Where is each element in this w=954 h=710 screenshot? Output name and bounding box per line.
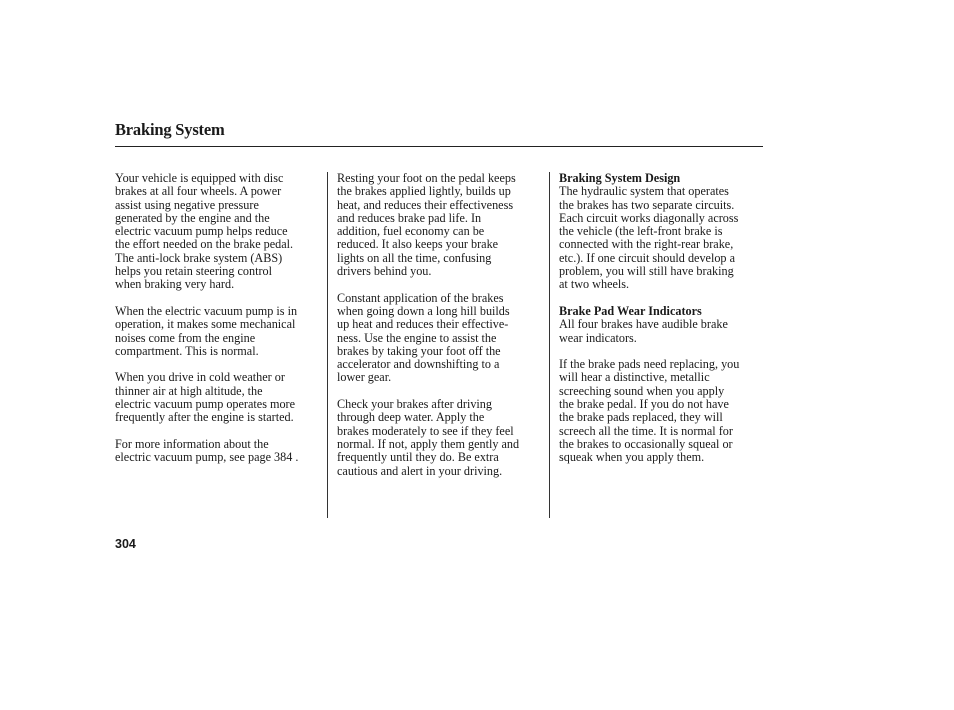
- paragraph: [115, 438, 325, 465]
- text-column-2: [337, 172, 547, 491]
- text-line: squeak when you apply them.: [559, 450, 705, 465]
- text-line: ness. Use the engine to assist the: [337, 330, 497, 345]
- page-title: Braking System: [115, 120, 225, 139]
- text-line: assist using negative pressure: [115, 197, 259, 212]
- subheading-braking-system-design: Braking System Design: [559, 171, 681, 185]
- paragraph: [559, 172, 765, 292]
- paragraph: [559, 305, 765, 345]
- text-line: addition, fuel economy can be: [337, 224, 485, 239]
- text-line: operation, it makes some mechanical: [115, 317, 296, 332]
- text-line: noises come from the engine: [115, 330, 256, 345]
- column-divider: [549, 172, 550, 518]
- text-line: For more information about the: [115, 436, 269, 451]
- text-line: the brake pedal. If you do not have: [559, 397, 729, 412]
- text-line: Your vehicle is equipped with disc: [115, 171, 284, 185]
- text-line: the brakes applied lightly, builds up: [337, 184, 511, 199]
- text-line: thinner air at high altitude, the: [115, 383, 263, 398]
- text-line: when going down a long hill builds: [337, 303, 510, 318]
- text-line: brakes by taking your foot off the: [337, 343, 501, 358]
- text-line: electric vacuum pump operates more: [115, 397, 296, 412]
- text-line: screech all the time. It is normal for: [559, 423, 733, 438]
- text-line: the vehicle (the left-front brake is: [559, 224, 723, 239]
- text-line: up heat and reduces their effective-: [337, 317, 509, 332]
- text-line: When you drive in cold weather or: [115, 370, 285, 385]
- text-line: the brakes to occasionally squeal or: [559, 436, 733, 451]
- text-line: normal. If not, apply them gently and: [337, 436, 520, 451]
- text-line: heat, and reduces their effectiveness: [337, 197, 514, 212]
- text-line: drivers behind you.: [337, 264, 432, 279]
- text-line: problem, you will still have braking: [559, 264, 734, 279]
- text-line: lower gear.: [337, 370, 392, 385]
- paragraph: [337, 398, 547, 478]
- text-line: wear indicators.: [559, 330, 637, 345]
- text-line: through deep water. Apply the: [337, 410, 485, 425]
- text-line: connected with the right-rear brake,: [559, 237, 734, 252]
- text-line: If the brake pads need replacing, you: [559, 357, 740, 372]
- paragraph: [337, 292, 547, 385]
- page-reference-text: electric vacuum pump, see page 384 .: [115, 450, 299, 465]
- text-line: electric vacuum pump helps reduce: [115, 224, 288, 239]
- text-line: When the electric vacuum pump is in: [115, 303, 298, 318]
- text-line: brakes at all four wheels. A power: [115, 184, 282, 199]
- text-line: lights on all the time, confusing: [337, 250, 492, 265]
- text-line: reduced. It also keeps your brake: [337, 237, 499, 252]
- text-line: Check your brakes after driving: [337, 397, 492, 412]
- text-line: frequently until they do. Be extra: [337, 450, 499, 465]
- text-line: Each circuit works diagonally across: [559, 210, 739, 225]
- paragraph: [337, 172, 547, 278]
- text-line: the effort needed on the brake pedal.: [115, 237, 294, 252]
- text-line: the brake pads replaced, they will: [559, 410, 723, 425]
- text-line: helps you retain steering control: [115, 264, 273, 279]
- text-line: at two wheels.: [559, 277, 630, 292]
- column-divider: [327, 172, 328, 518]
- paragraph: [115, 305, 325, 358]
- text-line: brakes moderately to see if they feel: [337, 423, 514, 438]
- text-line: The anti-lock brake system (ABS): [115, 250, 283, 265]
- text-line: when braking very hard.: [115, 277, 235, 292]
- text-column-3: [559, 172, 765, 478]
- paragraph: [115, 371, 325, 424]
- paragraph: [115, 172, 325, 292]
- text-line: will hear a distinctive, metallic: [559, 370, 710, 385]
- text-line: and reduces brake pad life. In: [337, 210, 482, 225]
- text-line: The hydraulic system that operates: [559, 184, 729, 199]
- text-line: Constant application of the brakes: [337, 290, 504, 305]
- page-number: 304: [115, 537, 136, 551]
- paragraph: [559, 358, 765, 464]
- text-line: the brakes has two separate circuits.: [559, 197, 735, 212]
- subheading-brake-pad-wear-indicators: Brake Pad Wear Indicators: [559, 303, 702, 318]
- text-line: compartment. This is normal.: [115, 343, 259, 358]
- text-line: accelerator and downshifting to a: [337, 357, 500, 372]
- title-underline: [115, 146, 763, 147]
- text-column-1: [115, 172, 325, 478]
- text-line: Resting your foot on the pedal keeps: [337, 171, 516, 185]
- text-line: cautious and alert in your driving.: [337, 463, 503, 478]
- text-line: screeching sound when you apply: [559, 383, 725, 398]
- text-line: generated by the engine and the: [115, 210, 270, 225]
- text-line: All four brakes have audible brake: [559, 317, 728, 332]
- text-line: frequently after the engine is started.: [115, 410, 294, 425]
- text-line: etc.). If one circuit should develop a: [559, 250, 735, 265]
